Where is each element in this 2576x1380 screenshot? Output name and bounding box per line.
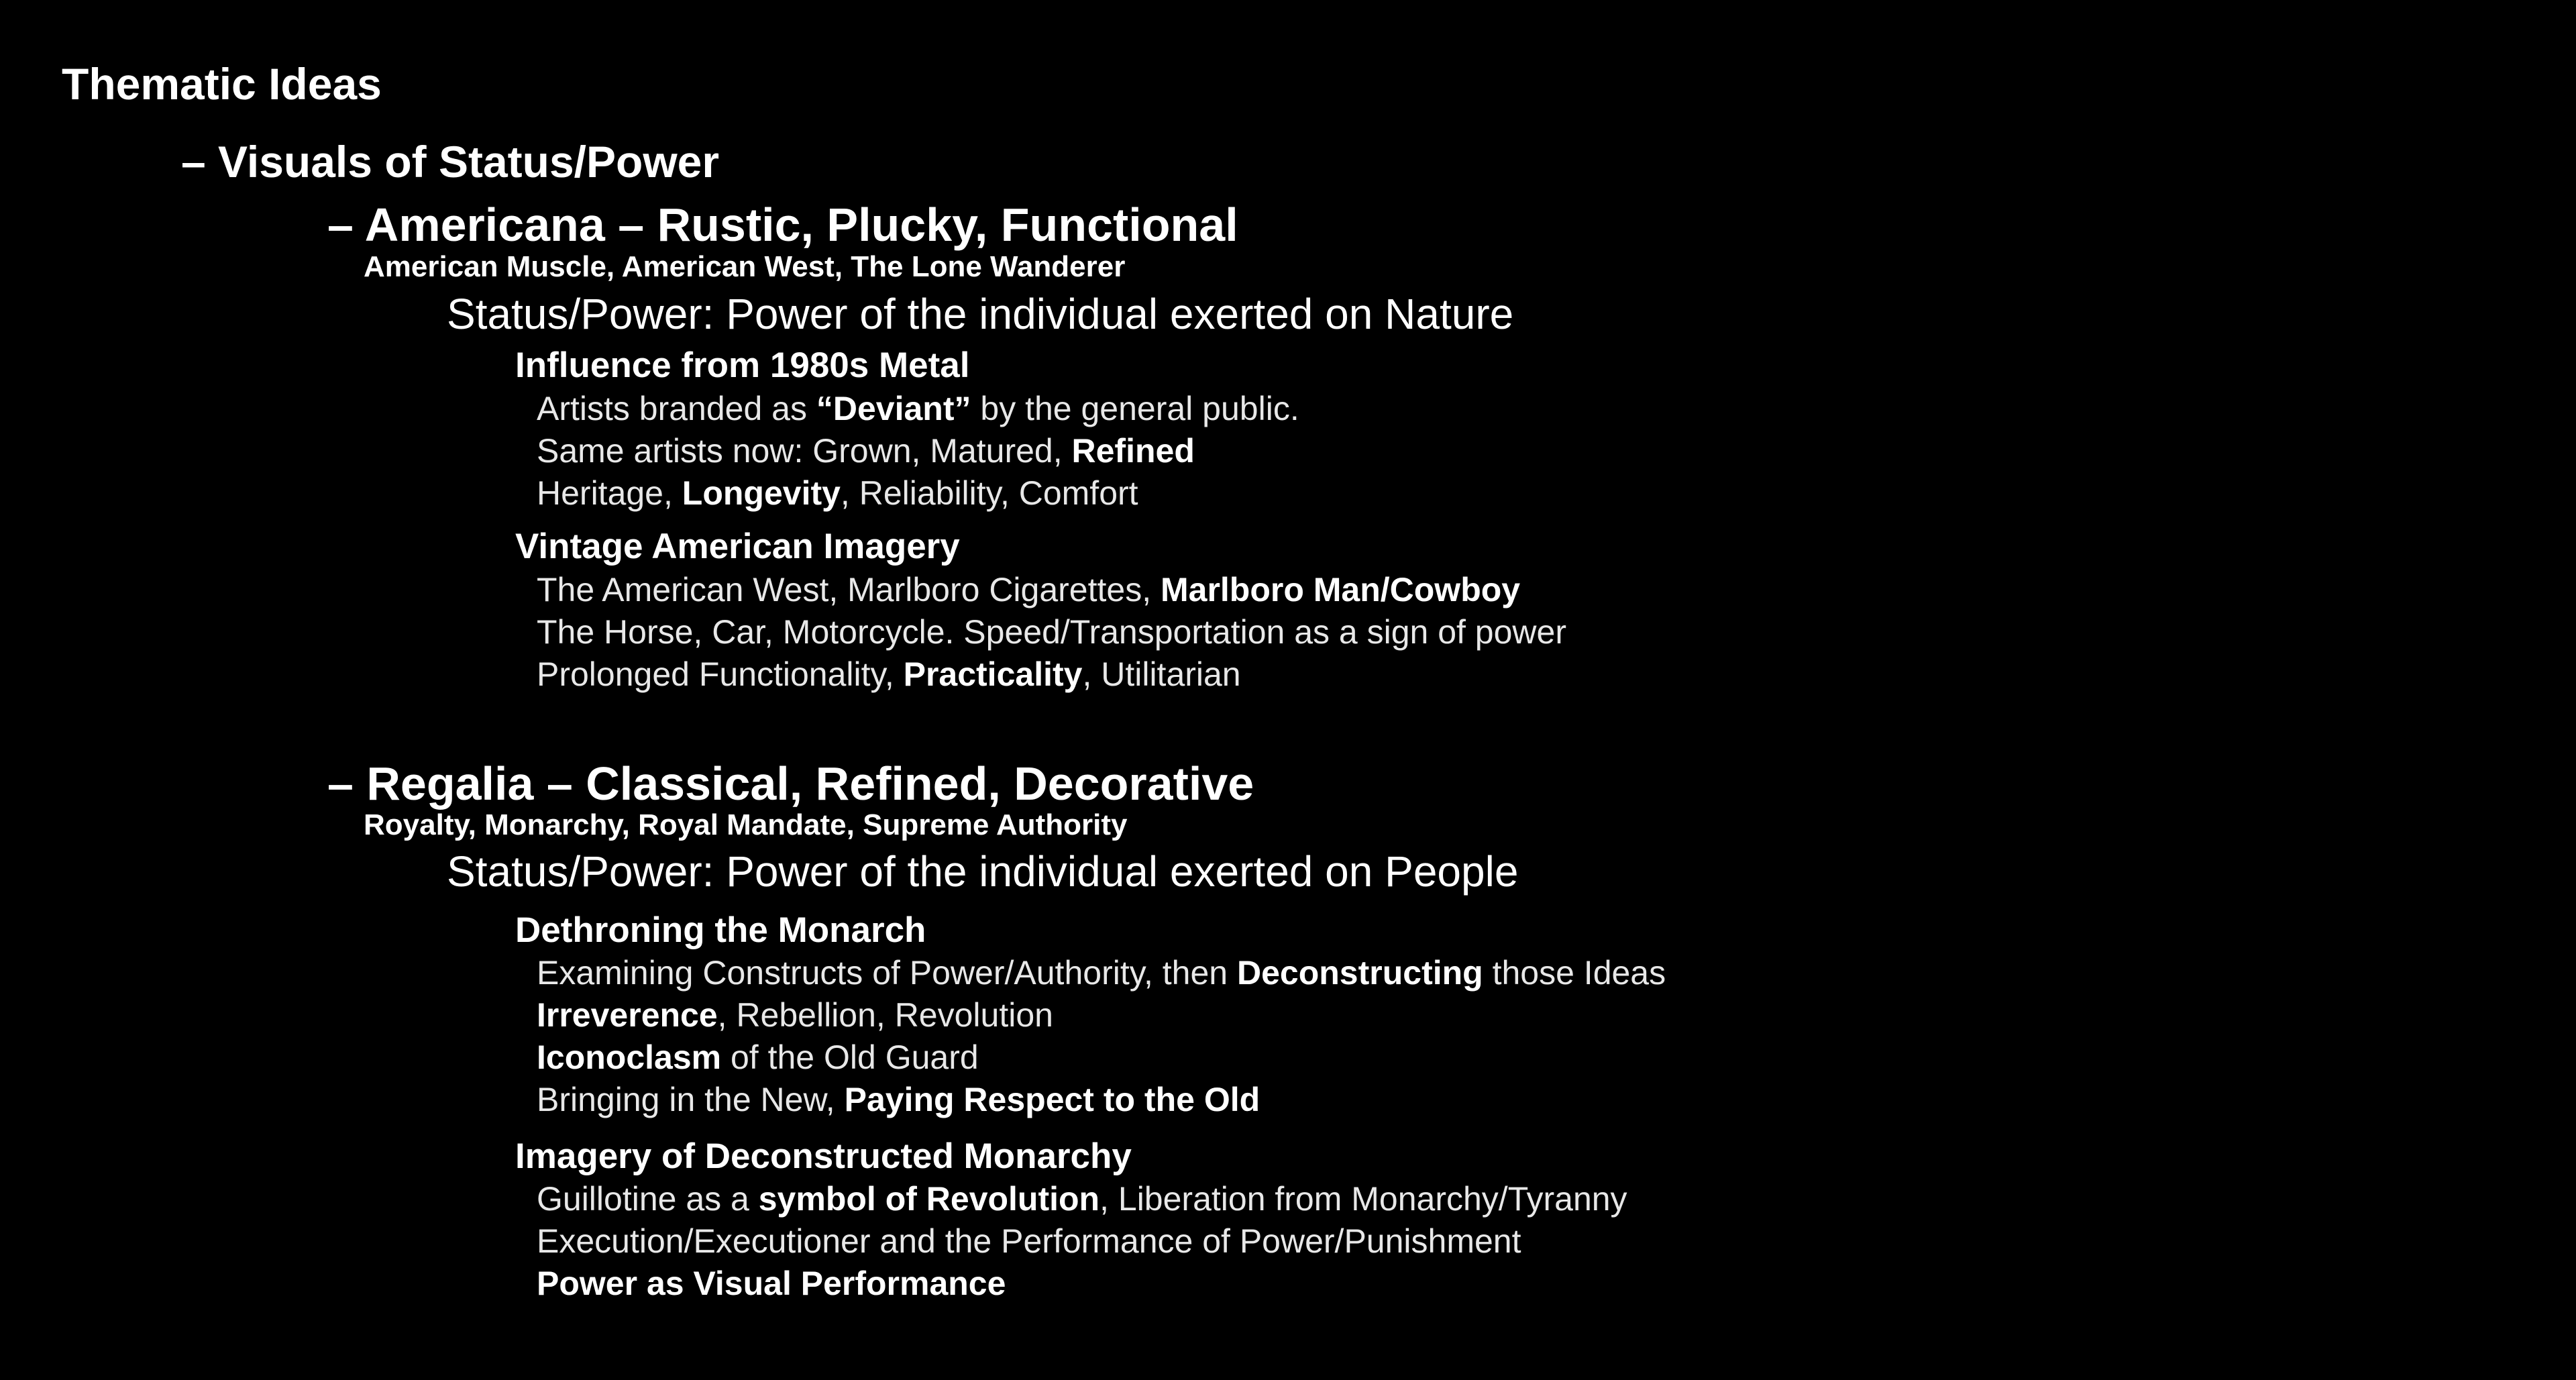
page-title: Thematic Ideas [62, 59, 382, 109]
dethroning-line-1: Examining Constructs of Power/Authority, then Deconstructing those Ideas [537, 954, 1666, 992]
regalia-heading: – Regalia – Classical, Refined, Decorative [327, 757, 1254, 810]
influence-line-1: Artists branded as “Deviant” by the general public. [537, 390, 1299, 427]
americana-status: Status/Power: Power of the individual exerted on Nature [447, 290, 1514, 338]
imagery-line-2: Execution/Executioner and the Performance of Power/Punishment [537, 1222, 1521, 1260]
imagery-line-3: Power as Visual Performance [537, 1265, 1006, 1302]
influence-line-2: Same artists now: Grown, Matured, Refined [537, 432, 1195, 470]
dethroning-heading: Dethroning the Monarch [515, 910, 926, 950]
visuals-heading: – Visuals of Status/Power [181, 137, 720, 187]
regalia-status: Status/Power: Power of the individual exerted on People [447, 847, 1519, 896]
vintage-line-1: The American West, Marlboro Cigarettes, Marlboro Man/Cowboy [537, 571, 1521, 608]
dethroning-line-3: Iconoclasm of the Old Guard [537, 1039, 979, 1076]
influence-line-3: Heritage, Longevity, Reliability, Comfort [537, 474, 1138, 512]
vintage-heading: Vintage American Imagery [515, 527, 960, 566]
dethroning-line-4: Bringing in the New, Paying Respect to the Old [537, 1081, 1260, 1118]
americana-heading: – Americana – Rustic, Plucky, Functional [327, 199, 1238, 251]
imagery-line-1: Guillotine as a symbol of Revolution, Liberation from Monarchy/Tyranny [537, 1180, 1627, 1218]
influence-heading: Influence from 1980s Metal [515, 346, 970, 385]
vintage-line-2: The Horse, Car, Motorcycle. Speed/Transportation as a sign of power [537, 613, 1566, 651]
imagery-heading: Imagery of Deconstructed Monarchy [515, 1136, 1132, 1176]
vintage-line-3: Prolonged Functionality, Practicality, Utilitarian [537, 655, 1241, 693]
americana-subheading: American Muscle, American West, The Lone Wanderer [364, 250, 1126, 283]
regalia-subheading: Royalty, Monarchy, Royal Mandate, Supreme Authority [364, 808, 1128, 841]
dethroning-line-2: Irreverence, Rebellion, Revolution [537, 996, 1053, 1034]
